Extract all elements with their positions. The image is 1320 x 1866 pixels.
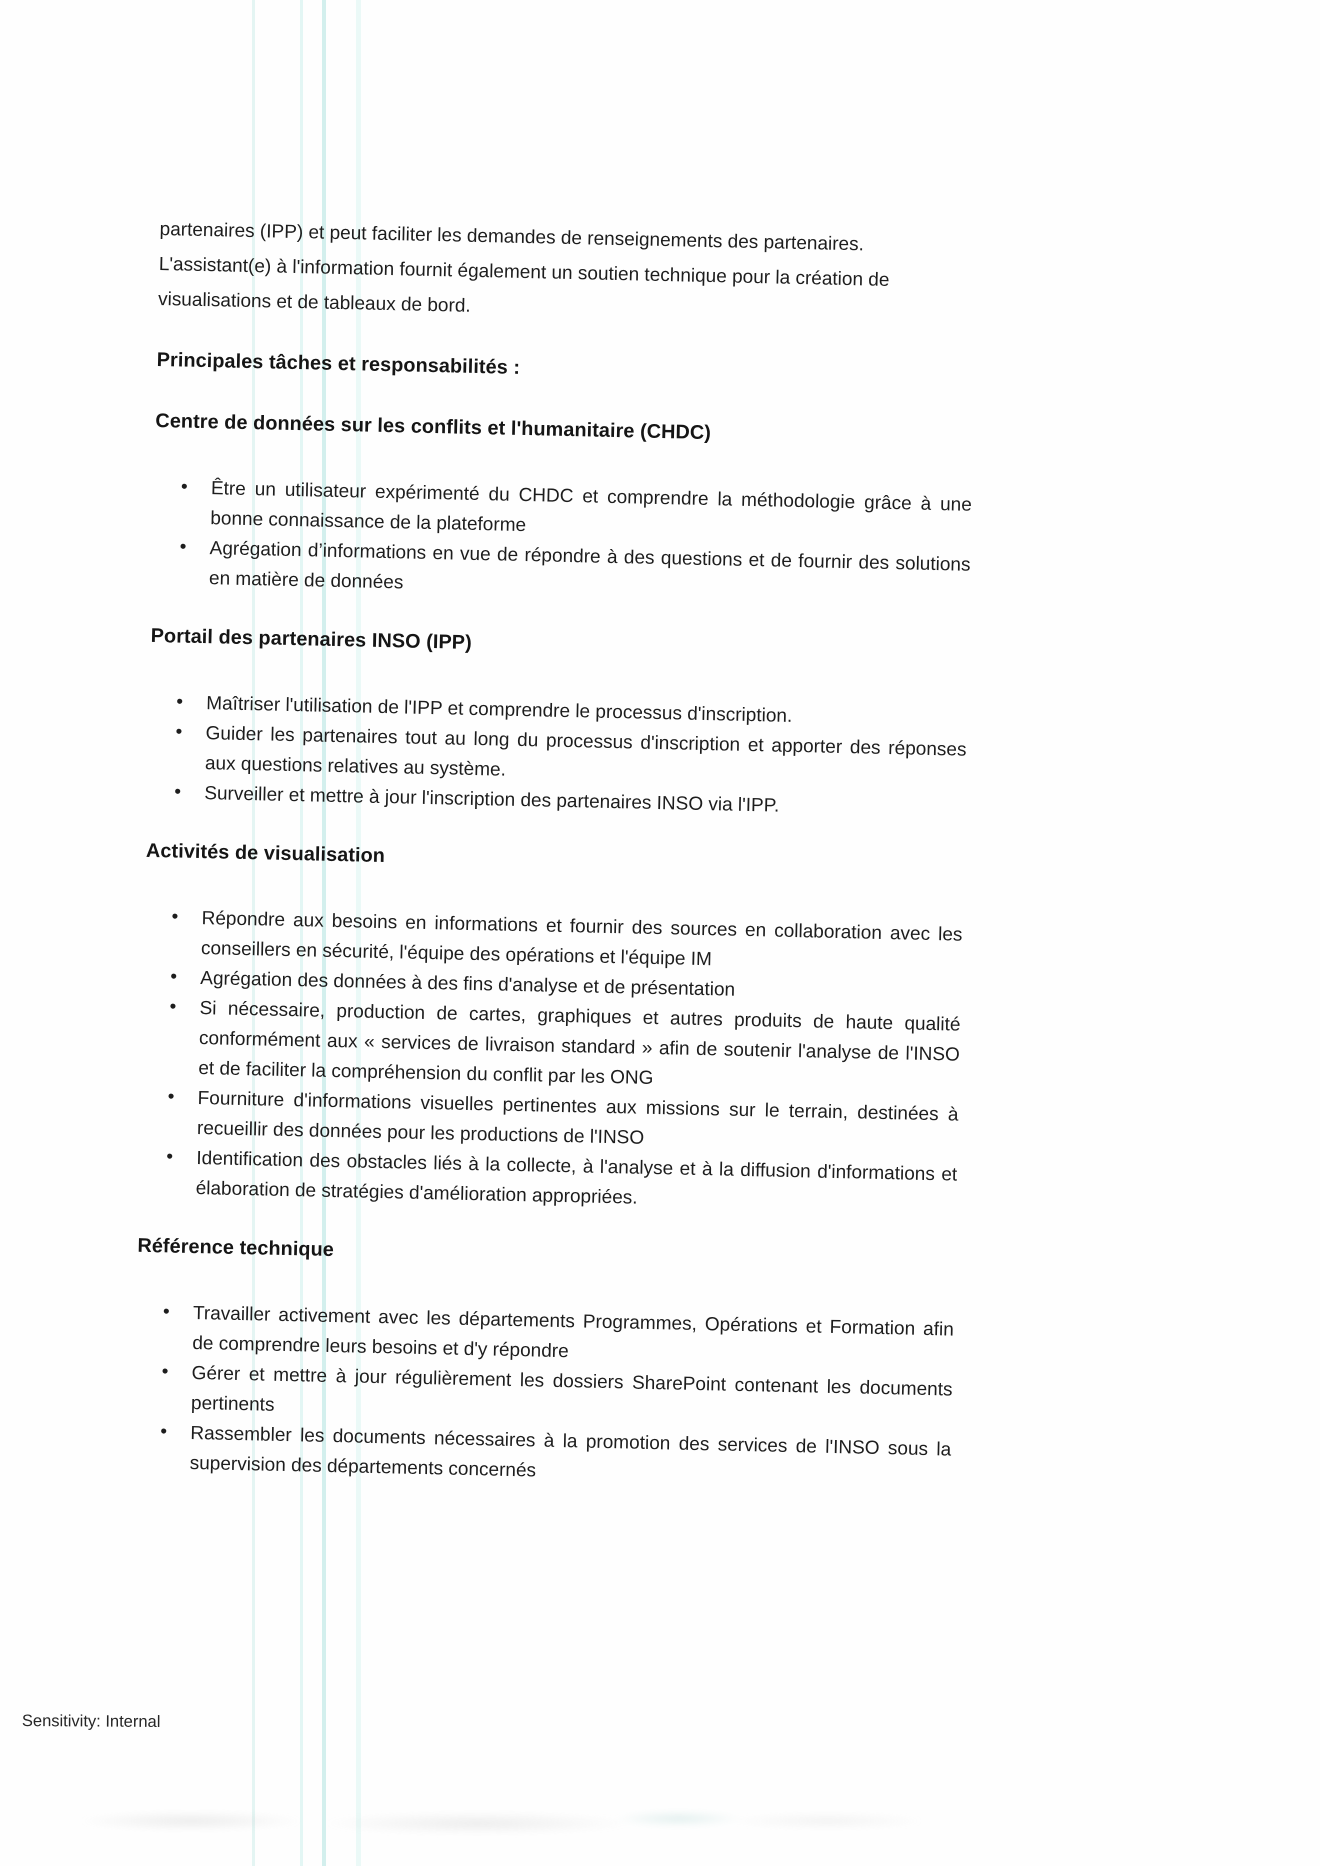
bullet-icon: •	[162, 1301, 170, 1323]
bullet-icon: •	[160, 1421, 168, 1443]
bullet-icon: •	[166, 1146, 174, 1168]
section-heading-chdc: Centre de données sur les conflits et l'humanitaire (CHDC)	[155, 409, 712, 445]
bullet-icon: •	[180, 476, 188, 498]
chdc-bullet-list	[152, 473, 972, 611]
section-heading-visualisation: Activités de visualisation	[145, 839, 386, 868]
list-item-text: Gérer et mettre à jour régulièrement les dossiers SharePoint contenant les documents pertinents	[190, 1362, 953, 1416]
bullet-icon: •	[176, 691, 184, 713]
bullet-icon: •	[174, 781, 182, 803]
section-visualisation	[138, 834, 964, 1221]
list-item-text: Agrégation d’informations en vue de répondre à des questions et de fournir des solutions en matière de données	[208, 538, 971, 594]
section-ipp	[147, 619, 969, 826]
bullet-icon: •	[167, 1086, 175, 1108]
scan-smudge-artifact	[0, 1798, 1060, 1844]
list-item-text: Maîtriser l'utilisation de l'IPP et comprendre le processus d'inscription.	[206, 693, 793, 727]
list-item-text: Agrégation des données à des fins d'analyse et de présentation	[200, 968, 736, 1001]
list-item-text: Être un utilisateur expérimenté du CHDC et comprendre la méthodologie grâce à une bonne connaissance de la plateforme	[210, 478, 973, 537]
section-chdc	[152, 404, 974, 611]
section-reference-technique	[132, 1229, 955, 1496]
list-item-text: Guider les partenaires tout au long du processus d'inscription et apporter des réponses aux questions relatives au système.	[204, 723, 967, 781]
list-item-text: Surveiller et mettre à jour l'inscription des partenaires INSO via l'IPP.	[204, 783, 780, 817]
list-item-text: Fourniture d'informations visuelles pertinentes aux missions sur le terrain, destinées à recueillir des données pour les productions de l'INSO	[196, 1088, 959, 1149]
reference-bullet-list	[132, 1298, 954, 1496]
list-item-text: Si nécessaire, production de cartes, graphiques et autres produits de haute qualité conformément aux « services de livraison standard » afin de soutenir l'analyse de l'INSO et de faciliter la compréhension du conflit par les ONG	[198, 998, 961, 1089]
bullet-icon: •	[170, 966, 178, 988]
bullet-icon: •	[169, 996, 177, 1018]
intro-paragraph: partenaires (IPP) et peut faciliter les demandes de renseignements des partenaires. L'assistant(e) à l'information fournit également un soutien technique pour la création de visualisations et de tableaux de bord.	[157, 218, 890, 317]
bullet-icon: •	[161, 1361, 169, 1383]
list-item-text: Travailler activement avec les départements Programmes, Opérations et Formation afin de comprendre leurs besoins et d'y répondre	[192, 1302, 955, 1363]
document-page	[132, 212, 977, 1496]
ipp-bullet-list	[147, 688, 967, 826]
visualisation-bullet-list	[138, 903, 962, 1221]
bullet-icon: •	[171, 906, 179, 928]
section-heading-reference: Référence technique	[137, 1234, 335, 1262]
section-heading-ipp: Portail des partenaires INSO (IPP)	[150, 624, 473, 654]
list-item	[141, 993, 961, 1101]
list-item-text: Répondre aux besoins en informations et fournir des sources en collaboration avec les conseillers en sécurité, l'équipe des opérations et l'équipe IM	[200, 908, 963, 971]
bullet-icon: •	[179, 536, 187, 558]
sensitivity-label: Sensitivity: Internal	[21, 1712, 161, 1731]
tasks-title: Principales tâches et responsabilités :	[156, 348, 521, 379]
list-item-text: Rassembler les documents nécessaires à la promotion des services de l'INSO sous la supervision des départements concernés	[189, 1422, 952, 1482]
bullet-icon: •	[175, 721, 183, 743]
list-item-text: Identification des obstacles liés à la collecte, à l'analyse et à la diffusion d'informations et élaboration de stratégies d'amélioration appropriées.	[195, 1148, 958, 1209]
